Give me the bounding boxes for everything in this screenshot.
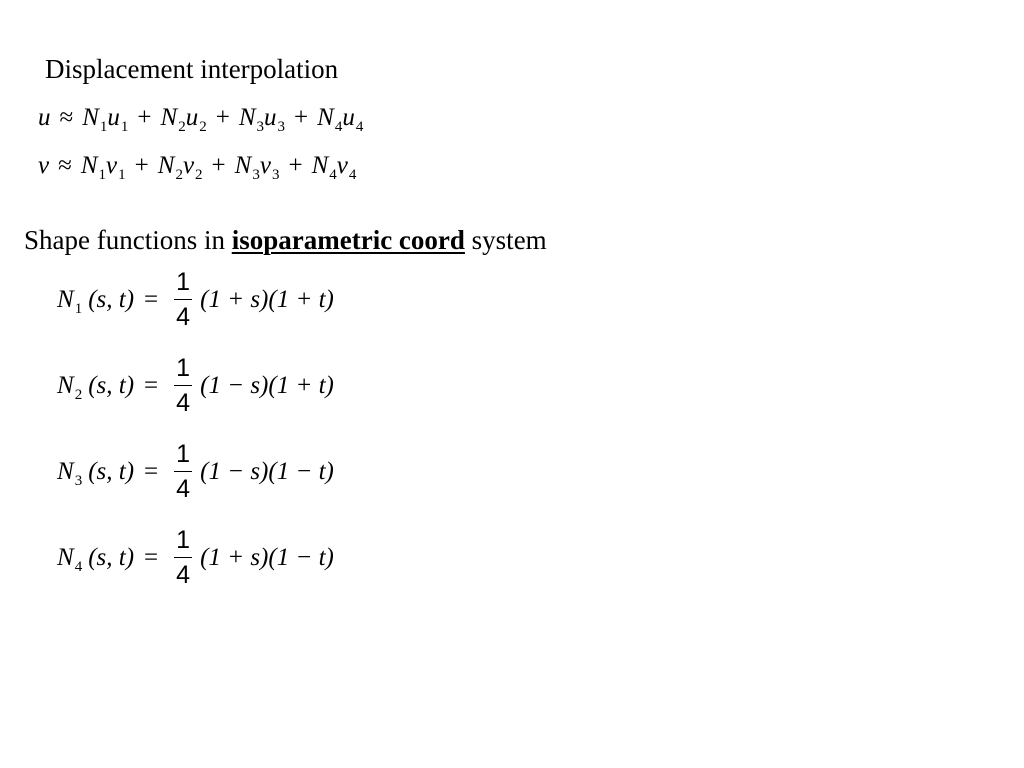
equals-symbol: = bbox=[144, 544, 159, 571]
fraction-denominator: 4 bbox=[176, 475, 191, 503]
function-lhs bbox=[57, 372, 135, 403]
factor-s: (1 − s) bbox=[200, 458, 269, 485]
shape-function-n4 bbox=[57, 518, 334, 598]
subscript: 2 bbox=[175, 167, 183, 183]
function-name: N bbox=[57, 458, 74, 485]
shape-fn-symbol: N bbox=[80, 152, 98, 179]
nodal-var: v bbox=[259, 152, 271, 179]
nodal-var: v bbox=[106, 152, 118, 179]
fraction-one-quarter bbox=[174, 441, 192, 504]
subscript: 4 bbox=[74, 559, 83, 575]
function-name: N bbox=[57, 286, 74, 313]
subscript: 3 bbox=[252, 167, 260, 183]
nodal-var: v bbox=[336, 152, 348, 179]
eq-term bbox=[160, 104, 207, 135]
fraction-one-quarter bbox=[174, 269, 192, 332]
isoparametric-keyword: isoparametric coord bbox=[231, 225, 465, 255]
function-args: (s, t) bbox=[88, 544, 135, 571]
heading-prefix: Shape functions in bbox=[24, 225, 232, 255]
subscript: 4 bbox=[329, 167, 337, 183]
v-interpolation-equation bbox=[38, 152, 357, 183]
factor-t: (1 + t) bbox=[268, 372, 334, 399]
fraction-numerator: 1 bbox=[176, 439, 191, 468]
shape-functions-heading bbox=[24, 227, 547, 254]
fraction-denominator: 4 bbox=[176, 561, 191, 589]
plus-symbol: + bbox=[215, 104, 230, 131]
fraction-denominator: 4 bbox=[176, 389, 191, 417]
shape-fn-symbol: N bbox=[157, 152, 175, 179]
subscript: 1 bbox=[118, 167, 126, 183]
plus-symbol: + bbox=[294, 104, 309, 131]
nodal-var: u bbox=[264, 104, 277, 131]
fraction-bar bbox=[174, 385, 192, 386]
eq-term bbox=[80, 152, 126, 183]
fraction-one-quarter bbox=[174, 355, 192, 418]
shape-function-n2 bbox=[57, 346, 334, 426]
eq-term bbox=[317, 104, 364, 135]
fraction-one-quarter bbox=[174, 527, 192, 590]
fraction-numerator: 1 bbox=[176, 353, 191, 382]
equals-symbol: = bbox=[144, 372, 159, 399]
equals-symbol: = bbox=[144, 286, 159, 313]
eq-term bbox=[311, 152, 357, 183]
equals-symbol: = bbox=[144, 458, 159, 485]
shape-fn-symbol: N bbox=[311, 152, 329, 179]
nodal-var: u bbox=[185, 104, 199, 131]
function-args: (s, t) bbox=[88, 372, 135, 399]
plus-symbol: + bbox=[134, 152, 149, 179]
fraction-numerator: 1 bbox=[176, 267, 191, 296]
shape-fn-symbol: N bbox=[234, 152, 252, 179]
factor-t: (1 − t) bbox=[268, 458, 334, 485]
subscript: 1 bbox=[120, 119, 129, 135]
subscript: 1 bbox=[99, 119, 108, 135]
eq-term bbox=[234, 152, 280, 183]
subscript: 4 bbox=[334, 119, 343, 135]
subscript: 4 bbox=[348, 167, 357, 183]
subscript: 2 bbox=[199, 119, 207, 135]
eq-term bbox=[157, 152, 203, 183]
function-lhs bbox=[57, 544, 135, 575]
subscript: 2 bbox=[195, 167, 203, 183]
function-name: N bbox=[57, 372, 74, 399]
shape-fn-symbol: N bbox=[82, 104, 99, 131]
subscript: 3 bbox=[271, 167, 280, 183]
subscript: 2 bbox=[74, 387, 83, 403]
nodal-var: u bbox=[107, 104, 120, 131]
subscript: 3 bbox=[256, 119, 265, 135]
factor-t: (1 + t) bbox=[268, 286, 334, 313]
shape-fn-symbol: N bbox=[160, 104, 178, 131]
plus-symbol: + bbox=[137, 104, 152, 131]
factor-s: (1 − s) bbox=[200, 372, 269, 399]
eq-term bbox=[82, 104, 129, 135]
approx-symbol: ≈ bbox=[59, 104, 74, 131]
factor-s: (1 + s) bbox=[200, 544, 269, 571]
subscript: 1 bbox=[98, 167, 107, 183]
fraction-bar bbox=[174, 471, 192, 472]
fraction-bar bbox=[174, 299, 192, 300]
shape-function-n1 bbox=[57, 260, 334, 340]
factor-t: (1 − t) bbox=[268, 544, 334, 571]
u-interpolation-equation bbox=[38, 104, 364, 135]
shape-function-n3 bbox=[57, 432, 334, 512]
subscript: 1 bbox=[74, 301, 83, 317]
function-args: (s, t) bbox=[88, 458, 135, 485]
subscript: 3 bbox=[277, 119, 286, 135]
subscript: 2 bbox=[178, 119, 186, 135]
eq-term bbox=[238, 104, 286, 135]
function-args: (s, t) bbox=[88, 286, 135, 313]
heading-suffix: system bbox=[464, 225, 547, 255]
plus-symbol: + bbox=[288, 152, 303, 179]
subscript: 3 bbox=[74, 473, 83, 489]
function-name: N bbox=[57, 544, 74, 571]
function-lhs bbox=[57, 458, 135, 489]
approx-symbol: ≈ bbox=[58, 152, 72, 179]
fraction-denominator: 4 bbox=[176, 303, 191, 331]
factor-s: (1 + s) bbox=[200, 286, 269, 313]
fraction-numerator: 1 bbox=[176, 525, 191, 554]
eq-lhs: u bbox=[38, 104, 51, 131]
displacement-heading: Displacement interpolation bbox=[45, 54, 339, 84]
function-lhs bbox=[57, 286, 135, 317]
shape-fn-symbol: N bbox=[238, 104, 256, 131]
shape-fn-symbol: N bbox=[317, 104, 334, 131]
nodal-var: u bbox=[342, 104, 355, 131]
subscript: 4 bbox=[355, 119, 364, 135]
plus-symbol: + bbox=[211, 152, 226, 179]
eq-lhs: v bbox=[38, 152, 50, 179]
fraction-bar bbox=[174, 557, 192, 558]
nodal-var: v bbox=[182, 152, 195, 179]
